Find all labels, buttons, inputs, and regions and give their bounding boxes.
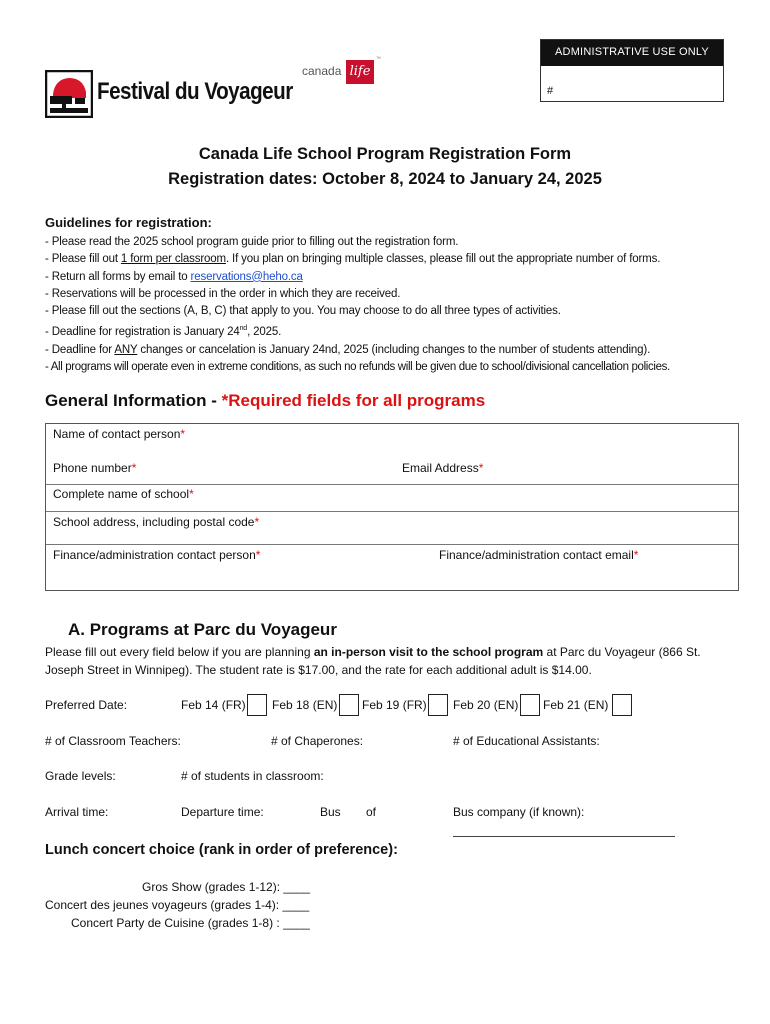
section-a-intro: Please fill out every field below if you are planning an in-person visit to the school program at Parc du Voyageur (866 St. Joseph Street in Winnipeg). The student rate is $17.00, and the rate for each additional adult is $14.00. bbox=[45, 645, 701, 677]
grade-levels-field[interactable]: Grade levels: bbox=[45, 769, 116, 783]
admin-use-box bbox=[540, 39, 724, 102]
registration-dates: Registration dates: October 8, 2024 to January 24, 2025 bbox=[168, 170, 602, 188]
date-option-label: Feb 14 (FR) bbox=[181, 698, 246, 712]
date-checkbox-feb14[interactable] bbox=[247, 694, 267, 716]
canada-life-logo bbox=[302, 56, 387, 88]
canada-life-word: canada bbox=[302, 64, 342, 78]
lunch-concert-heading: Lunch concert choice (rank in order of preference): bbox=[45, 842, 398, 858]
school-address-field[interactable]: School address, including postal code* bbox=[53, 515, 260, 529]
date-checkbox-feb20[interactable] bbox=[520, 694, 540, 716]
students-count-field[interactable]: # of students in classroom: bbox=[181, 769, 324, 783]
date-option-label: Feb 18 (EN) bbox=[272, 698, 338, 712]
date-option-label: Feb 19 (FR) bbox=[362, 698, 427, 712]
guidelines-heading: Guidelines for registration: bbox=[45, 215, 212, 230]
date-option-label: Feb 21 (EN) bbox=[543, 698, 609, 712]
arrival-time-field[interactable]: Arrival time: bbox=[45, 805, 109, 819]
festival-hat-icon bbox=[45, 70, 93, 118]
admin-use-title: ADMINISTRATIVE USE ONLY bbox=[541, 40, 723, 66]
bus-of-label: of bbox=[366, 805, 377, 819]
guideline-item: - Deadline for ANY changes or cancelation is January 24nd, 2025 (including changes to the number of students attending). bbox=[45, 343, 651, 356]
date-checkbox-feb19[interactable] bbox=[428, 694, 448, 716]
contact-person-field[interactable]: Name of contact person* bbox=[53, 427, 186, 441]
preferred-date-label: Preferred Date: bbox=[45, 698, 128, 712]
classroom-teachers-field[interactable]: # of Classroom Teachers: bbox=[45, 734, 181, 748]
guideline-item: - Please fill out 1 form per classroom. If you plan on bringing multiple classes, please fill out the appropriate number of forms. bbox=[45, 253, 661, 266]
bus-company-blank[interactable] bbox=[453, 836, 675, 837]
guideline-item: - Deadline for registration is January 24nd, 2025. bbox=[45, 325, 282, 339]
one-form-per-classroom: 1 form per classroom bbox=[120, 253, 226, 266]
finance-email-field[interactable]: Finance/administration contact email* bbox=[439, 548, 639, 562]
date-option-label: Feb 20 (EN) bbox=[453, 698, 519, 712]
concert-rank-gros-show[interactable]: Gros Show (grades 1-12): ____ bbox=[142, 880, 311, 894]
date-checkbox-feb21[interactable] bbox=[612, 694, 632, 716]
guideline-item: - Please read the 2025 school program guide prior to filling out the registration form. bbox=[45, 236, 459, 248]
guideline-item: - Please fill out the sections (A, B, C) that apply to you. You may choose to do all three types of activities. bbox=[45, 305, 561, 318]
form-title: Canada Life School Program Registration Form bbox=[198, 145, 572, 163]
email-field[interactable]: Email Address* bbox=[402, 461, 484, 475]
required-fields-note: *Required fields for all programs bbox=[221, 391, 486, 410]
concert-rank-party-de-cuisine[interactable]: Concert Party de Cuisine (grades 1-8) : ____ bbox=[71, 916, 310, 930]
date-checkbox-feb18[interactable] bbox=[339, 694, 359, 716]
festival-logo-text: Festival du Voyageur bbox=[97, 78, 293, 105]
trademark-mark: ™ bbox=[376, 56, 381, 62]
finance-contact-field[interactable]: Finance/administration contact person* bbox=[53, 548, 261, 562]
educational-assistants-field[interactable]: # of Educational Assistants: bbox=[453, 734, 600, 748]
bus-company-field[interactable]: Bus company (if known): bbox=[453, 805, 585, 819]
festival-logo bbox=[45, 70, 293, 120]
guidelines-list bbox=[45, 234, 670, 376]
reservations-email-link[interactable]: reservations@heho.ca bbox=[190, 270, 303, 283]
guideline-item: - Reservations will be processed in the order in which they are received. bbox=[45, 287, 401, 300]
school-name-field[interactable]: Complete name of school* bbox=[53, 487, 194, 501]
general-info-heading: General Information - *Required fields for all programs bbox=[45, 391, 486, 410]
bus-label: Bus bbox=[320, 805, 341, 819]
canada-life-red-mark: life bbox=[346, 60, 374, 84]
guideline-item: - Return all forms by email to reservations@heho.ca bbox=[45, 270, 303, 283]
departure-time-field[interactable]: Departure time: bbox=[181, 805, 264, 819]
phone-field[interactable]: Phone number* bbox=[53, 461, 137, 475]
general-info-form bbox=[45, 423, 739, 591]
admin-number-field[interactable]: # bbox=[547, 85, 554, 97]
concert-rank-jeunes-voyageurs[interactable]: Concert des jeunes voyageurs (grades 1-4): ____ bbox=[45, 898, 310, 912]
section-a-heading: A. Programs at Parc du Voyageur bbox=[68, 620, 337, 639]
chaperones-field[interactable]: # of Chaperones: bbox=[271, 734, 364, 748]
guideline-item: - All programs will operate even in extreme conditions, as such no refunds will be given due to school/divisional cancellation policies. bbox=[45, 360, 670, 373]
